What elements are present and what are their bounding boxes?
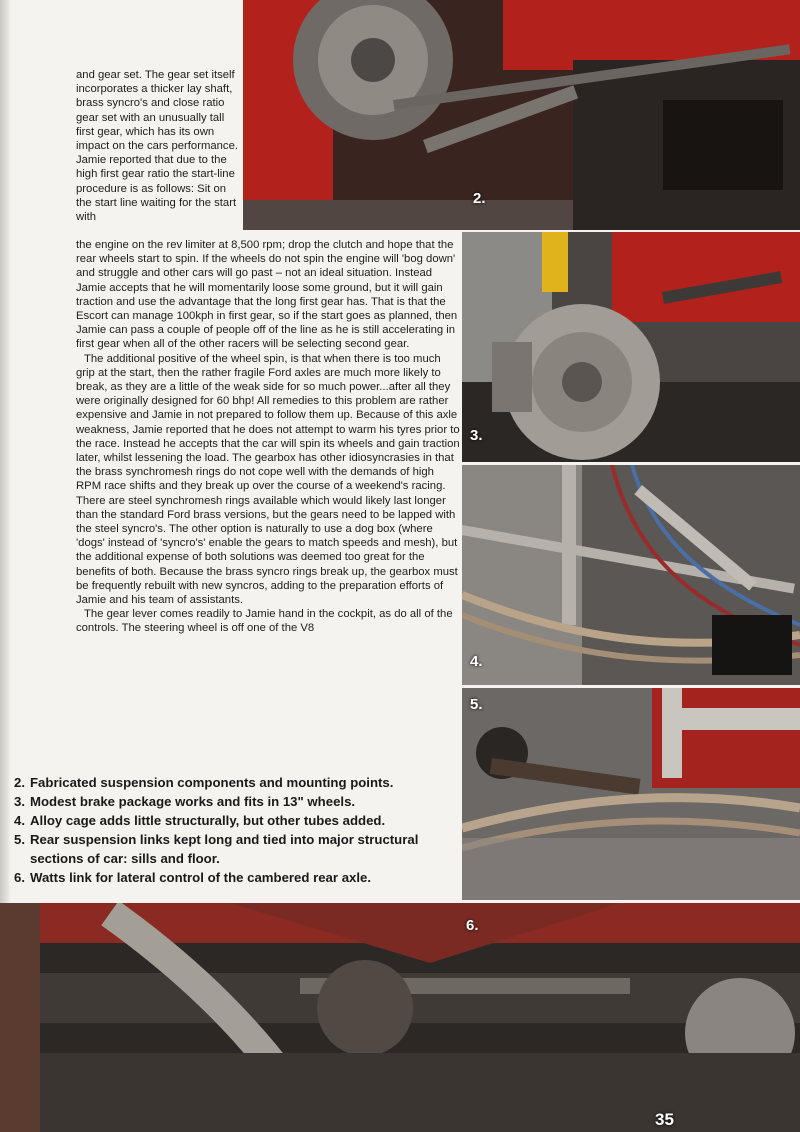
caption-text: Watts link for lateral control of the cambered rear axle. xyxy=(30,870,372,885)
caption-item xyxy=(14,773,454,792)
page-number: 35 xyxy=(655,1110,674,1129)
photo-captions xyxy=(14,773,454,887)
caption-text: Modest brake package works and fits in 13" wheels. xyxy=(30,794,356,809)
article-paragraph-1-tail: the engine on the rev limiter at 8,500 rpm; drop the clutch and hope that the rear wheels start to spin. If the wheels do not spin the engine will 'bog down' and struggle and other cars will go past – not an ideal situation. Instead Jamie accepts that he will momentarily loose some ground, but it will gain traction and use the advantage that the long first gear has. That is that the Escort can manage 100kph in first gear, so if the start goes as planned, then Jamie can pass a couple of people off of the line as he is still accelerating in first gear when all of the other racers will be selecting second gear. xyxy=(76,239,458,351)
caption-text: Fabricated suspension components and mounting points. xyxy=(30,775,394,790)
caption-item xyxy=(14,830,454,868)
article-column-top xyxy=(76,68,240,224)
caption-item xyxy=(14,792,454,811)
caption-text: Alloy cage adds little structurally, but other tubes added. xyxy=(30,813,386,828)
photo-5-number: 5. xyxy=(470,696,483,713)
article-paragraph-2: The additional positive of the wheel spin, is that when there is too much grip at the start, then the rather fragile Ford axles are much more likely to break, as they are a little of the weak side for so much power...after all they were originally designed for 60 bhp! All remedies to this problem are rather expensive and Jamie in not prepared to follow them up. Because of this axle weakness, Jamie reported that he does not attempt to warm his tyres prior to the race. Instead he accepts that the car will spin its wheels and gain traction later, whilst lessening the load. The gearbox has other idiosyncrasies in that the brass synchromesh rings do not cope well with the demands of high RPM race shifts and they break up over the course of a weekend's racing. There are steel synchromesh rings available which would likely last longer than the standard Ford brass versions, but the gears need to be lapped with the steel syncro's. The other option is naturally to use a dog box (where 'dogs' instead of 'syncro's' enable the gears to match speeds and mesh), but the additional expense of both solutions was deemed too great for the benefits of both. Because the brass syncro rings break up, the gearbox must be frequently rebuilt with new syncros, adding to the preparation efforts of Jamie and his team of assistants. xyxy=(76,352,460,607)
photo-5-rear-suspension-links xyxy=(462,688,800,900)
photo-3-brake xyxy=(462,232,800,462)
photo-2-front-suspension xyxy=(243,0,800,230)
photo-6-rear-axle xyxy=(0,903,800,1132)
photo-4-number: 4. xyxy=(470,653,483,670)
article-paragraph-1-head: and gear set. The gear set itself incorporates a thicker lay shaft, brass syncro's and close ratio gear set with an unusually tall first gear, which has its own impact on the cars performance. Jamie reported that due to the high first gear ratio the start-line procedure is as follows: Sit on the start line waiting for the start with xyxy=(76,69,238,224)
caption-number: 6. xyxy=(14,870,25,885)
photo-4-alloy-cage xyxy=(462,465,800,685)
caption-text: Rear suspension links kept long and tied into major structural sections of car: sills and floor. xyxy=(30,832,419,866)
photo-2-number: 2. xyxy=(473,190,486,207)
article-column-main xyxy=(76,238,460,636)
photo-3-number: 3. xyxy=(470,427,483,444)
caption-number: 5. xyxy=(14,832,25,847)
caption-item xyxy=(14,868,454,887)
caption-number: 4. xyxy=(14,813,25,828)
article-paragraph-3: The gear lever comes readily to Jamie hand in the cockpit, as do all of the controls. The steering wheel is off one of the V8 xyxy=(76,608,453,635)
caption-item xyxy=(14,811,454,830)
caption-number: 3. xyxy=(14,794,25,809)
photo-6-number: 6. xyxy=(466,917,479,934)
caption-number: 2. xyxy=(14,775,25,790)
